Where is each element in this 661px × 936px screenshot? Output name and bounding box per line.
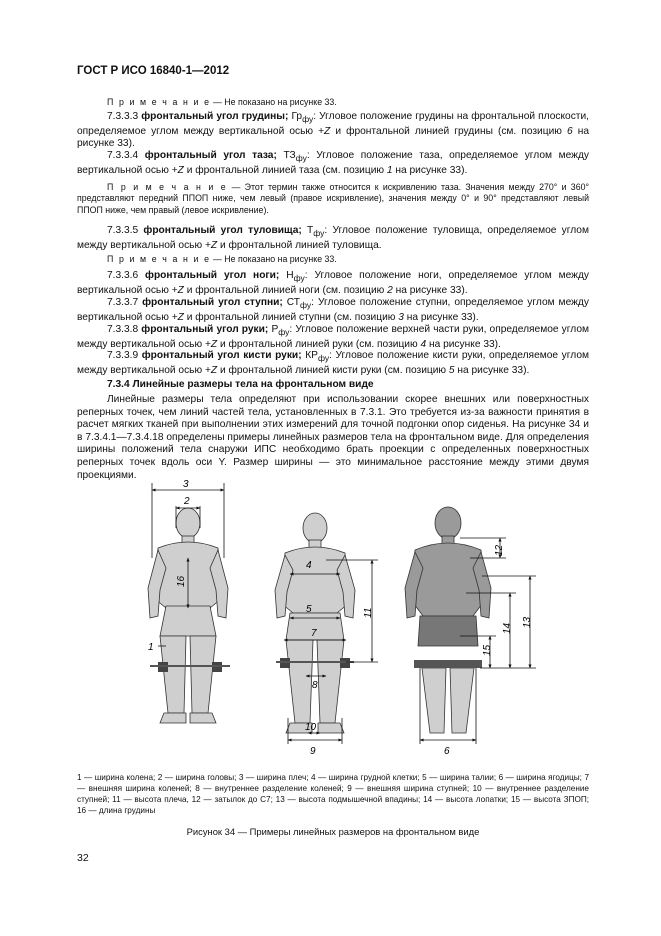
fig-label-6: 6 <box>444 746 450 757</box>
fig-label-14: 14 <box>502 622 513 634</box>
figure-back-view <box>405 507 491 733</box>
clause-7-3-3-3: 7.3.3.3 фронтальный угол грудины; $Гр_{фу}$: Угловое положение грудины на фронтальной плоскости, определяемое углом между вертикальной осью +Z и фронтальной линией грудины (см. позицию 6 на рисунке 33). <box>77 111 590 150</box>
fig-label-5: 5 <box>306 604 312 615</box>
fig-label-10: 10 <box>305 722 317 733</box>
fig-label-13: 13 <box>522 616 533 628</box>
fig-label-15: 15 <box>482 644 493 656</box>
seat-cushion-back <box>414 660 482 668</box>
body-paragraph: Линейные размеры тела определяют при использовании скорее внешних или поверхностных реперных точек, чем линий частей тела, установленных в 7.3.1. Это требуется из-за важности принятия в расчет мягких тканей при выполнении этих измерений для точной подгонки опор сиденья. На рисунке 34 и в 7.3.4.1—7.3.4.18 определены примеры линейных размеров тела на фронтальном виде. Для определения ширины положений тела снаружи ИПС необходимо брать проекции с определенных поверхностных реперных точек вдоль оси Y. Размер ширины — это минимальное расстояние между этими двумя проекциями. <box>77 394 589 481</box>
fig-label-2: 2 <box>184 496 190 507</box>
figure-34 <box>130 478 560 768</box>
clause-7-3-3-8: 7.3.3.8 фронтальный угол руки; $Р_{фу}$: Угловое положение верхней части руки, определяемое углом между вертикальной осью +Z и фронтальной линией руки (см. позицию 4 на рисунке 33). <box>77 324 589 350</box>
clause-7-3-3-7: 7.3.3.7 фронтальный угол ступни; $СТ_{фу}$: Угловое положение ступни, определяемое углом между вертикальной осью +Z и фронтальной линией ступни (см. позицию 3 на рисунке 33). <box>77 297 589 323</box>
note-1: П р и м е ч а н и е — Не показано на рисунке 33. <box>107 97 337 107</box>
note-3: П р и м е ч а н и е — Не показано на рисунке 33. <box>107 254 337 264</box>
clause-7-3-3-6: 7.3.3.6 фронтальный угол ноги; $Н_{фу}$: Угловое положение ноги, определяемое углом между вертикальной осью +Z и фронтальной линией ноги (см. позицию 2 на рисунке 33). <box>77 270 590 296</box>
fig-label-16: 16 <box>176 575 187 587</box>
figure-front-view-1 <box>148 508 228 723</box>
note-2: П р и м е ч а н и е — Этот термин также относится к искривлению таза. Значения между 270° и 360° представляют передний ППОП ниже, чем левый (правое искривление), значения между 0° и 90° представляют левый ППОП ниже, чем правый (левое искривление). <box>77 182 589 215</box>
clause-7-3-3-5: 7.3.3.5 фронтальный угол туловища; $Т_{фу}$: Угловое положение туловища, определяемое углом между вертикальной осью +Z и фронтальной линией туловища. <box>77 225 589 251</box>
page-number: 32 <box>77 852 89 864</box>
fig-label-1: 1 <box>148 642 154 653</box>
fig-label-11: 11 <box>363 607 374 618</box>
fig-label-4: 4 <box>306 560 312 571</box>
clause-7-3-3-4: 7.3.3.4 фронтальный угол таза; $ТЗ_{фу}$: Угловое положение таза, определяемое углом между вертикальной осью +Z и фронтальной линией таза (см. позицию 1 на рисунке 33). <box>77 150 589 176</box>
fig-label-3: 3 <box>183 479 189 490</box>
figure-caption: Рисунок 34 — Примеры линейных размеров на фронтальном виде <box>186 826 480 837</box>
figure-legend: 1 — ширина колена; 2 — ширина головы; 3 — ширина плеч; 4 — ширина грудной клетки; 5 — ширина талии; 6 — ширина ягодицы; 7 — внешняя ширина коленей; 8 — внутреннее разделение коленей; 9 — внешняя ширина ступней; 10 — внутреннее разделение ступней; 11 — высота плеча, 12 — затылок до С7; 13 — высота подмышечной впадины; 14 — высота лопатки; 15 — высота ЗПОП; 16 — длина грудины <box>77 773 589 815</box>
fig-label-9: 9 <box>310 746 316 757</box>
document-header: ГОСТ Р ИСО 16840-1—2012 <box>77 65 230 77</box>
section-heading: 7.3.4 Линейные размеры тела на фронтальном виде <box>107 379 374 390</box>
fig-label-12: 12 <box>494 544 505 556</box>
figure-front-view-2 <box>275 513 355 733</box>
clause-7-3-3-9: 7.3.3.9 фронтальный угол кисти руки; $КР_{фу}$: Угловое положение кисти руки, определяемое углом между вертикальной осью +Z и фронтальной линией кисти руки (см. позицию 5 на рисунке 33). <box>77 350 589 376</box>
fig-label-8: 8 <box>312 680 318 691</box>
fig-label-7: 7 <box>311 628 317 639</box>
